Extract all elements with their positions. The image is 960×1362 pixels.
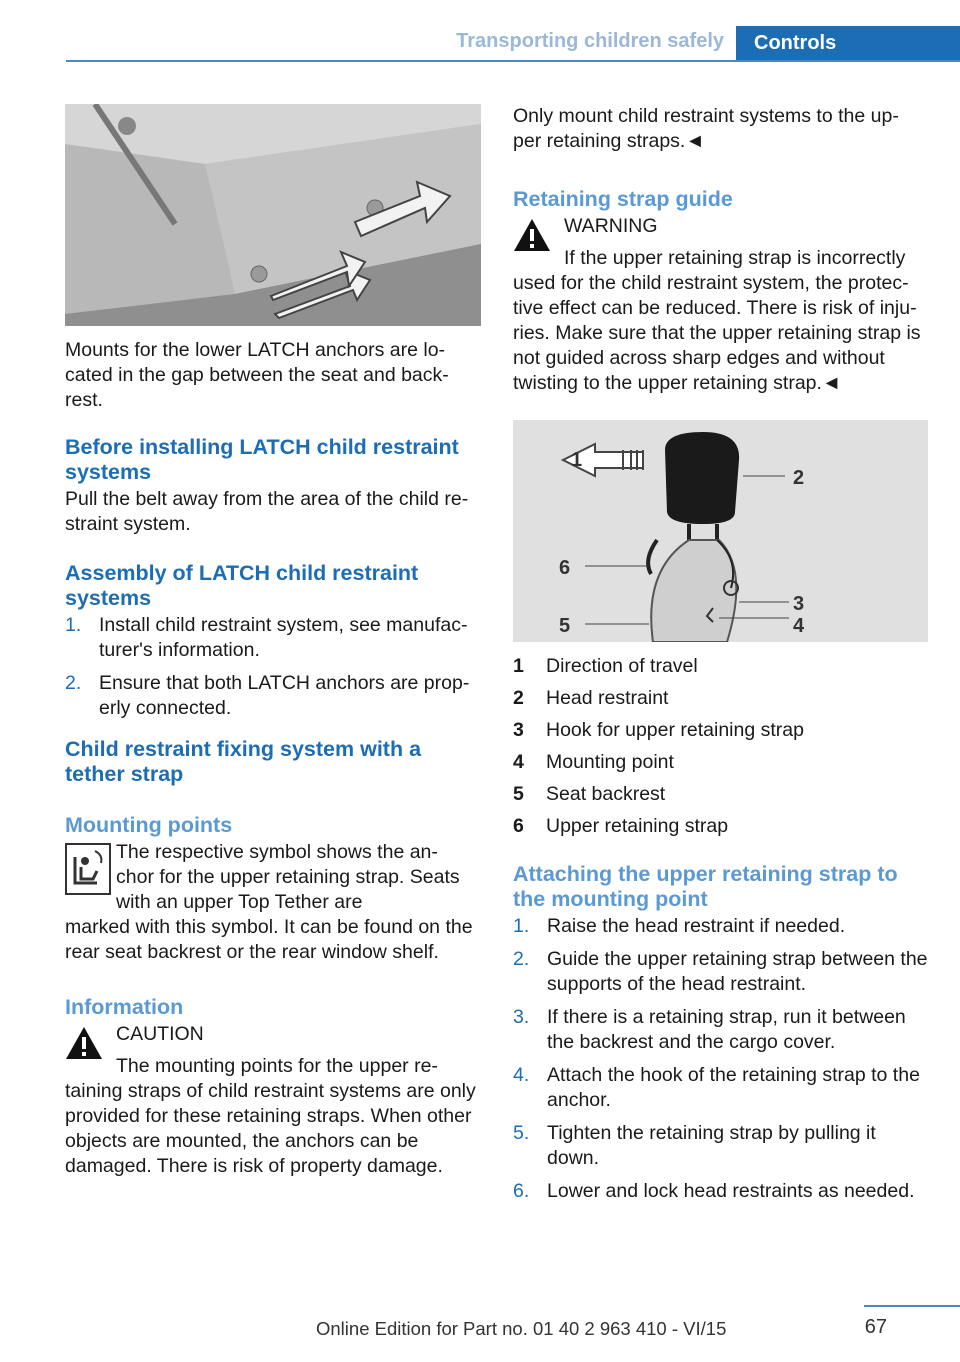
head-restraint-illustration xyxy=(513,420,928,642)
left-column xyxy=(65,104,481,1179)
seat-backrest-shape xyxy=(651,540,736,642)
tether-heading: Child restraint fixing system with a tether strap xyxy=(65,737,422,786)
edition-footer: Online Edition for Part no. 01 40 2 963 410 - VI/15 xyxy=(316,1318,727,1339)
before-installing-heading: Before installing LATCH child restraint systems xyxy=(65,435,459,484)
chapter-tab: Controls xyxy=(736,26,960,62)
intro-text: Only mount child restraint systems to the up- per retaining straps.◄ xyxy=(513,105,899,152)
warning-triangle-icon xyxy=(513,218,551,252)
top-tether-symbol-icon xyxy=(65,843,111,895)
assembly-heading: Assembly of LATCH child restraint systems xyxy=(65,561,419,610)
warning-block xyxy=(513,214,929,396)
caution-block xyxy=(65,1022,481,1179)
photo-caption: Mounts for the lower LATCH anchors are lo- cated in the gap between the seat and back- rest. xyxy=(65,339,449,411)
information-heading: Information xyxy=(65,995,184,1019)
footer-rule xyxy=(864,1305,960,1307)
diagram-legend xyxy=(513,650,929,842)
page-number: 67 xyxy=(864,1316,887,1338)
diagram-label-4: 4 xyxy=(793,615,805,637)
diagram-label-5: 5 xyxy=(559,615,571,637)
list-item: 1. Install child restraint system, see manufac- turer's information. xyxy=(65,614,468,661)
mounting-points-text: marked with this symbol. It can be found on the rear seat backrest or the rear window shelf. xyxy=(65,916,473,963)
warning-text-indented: If the upper retaining strap is incorrectly xyxy=(564,247,906,269)
legend-item: 1 Direction of travel xyxy=(513,655,698,677)
legend-item: 6 Upper retaining strap xyxy=(513,815,729,837)
legend-item: 4 Mounting point xyxy=(513,751,674,773)
before-installing-text: Pull the belt away from the area of the child re- straint system. xyxy=(65,488,469,535)
diagram-label-3: 3 xyxy=(793,593,805,615)
legend-item: 5 Seat backrest xyxy=(513,783,666,805)
warning-label: WARNING xyxy=(564,215,658,237)
assembly-steps xyxy=(65,613,481,721)
diagram-label-2: 2 xyxy=(793,467,805,489)
latch-anchor-photo xyxy=(65,104,481,326)
head-restraint-diagram xyxy=(513,420,928,642)
right-column xyxy=(513,104,929,1212)
list-item: 3. If there is a retaining strap, run it between the backrest and the cargo cover. xyxy=(513,1006,906,1053)
diagram-label-1: 1 xyxy=(571,449,583,471)
list-item: 4. Attach the hook of the retaining strap to the anchor. xyxy=(513,1064,920,1111)
attach-steps xyxy=(513,914,929,1204)
list-item: 5. Tighten the retaining strap by pulling it down. xyxy=(513,1122,876,1169)
legend-item: 2 Head restraint xyxy=(513,687,669,709)
mounting-points-text-indented: The respective symbol shows the an- chor for the upper retaining strap. Seats with an upper Top Tether are xyxy=(116,841,460,913)
list-item: 1. Raise the head restraint if needed. xyxy=(513,915,846,937)
list-item: 2. Guide the upper retaining strap between the supports of the head restraint. xyxy=(513,948,928,995)
caution-label: CAUTION xyxy=(116,1023,204,1045)
caution-text: taining straps of child restraint systems are only provided for these retaining straps. When other objects are mounted, the anchors can be damaged. There is risk of property damage. xyxy=(65,1080,476,1177)
list-item: 6. Lower and lock head restraints as needed. xyxy=(513,1180,915,1202)
header-rule xyxy=(66,60,960,62)
seat-photo-illustration xyxy=(65,104,481,326)
mounting-points-block xyxy=(65,840,481,965)
page-header xyxy=(66,26,960,62)
legend-item: 3 Hook for upper retaining strap xyxy=(513,719,804,741)
caution-triangle-icon xyxy=(65,1026,103,1060)
warning-text: used for the child restraint system, the protec- tive effect can be reduced. There is risk of inju- ries. Make sure that the upper retaining strap is not guided across sharp edges and without twisting to the upper retaining strap.◄ xyxy=(513,272,921,394)
diagram-label-6: 6 xyxy=(559,557,571,579)
strap-guide-heading: Retaining strap guide xyxy=(513,187,733,211)
mounting-points-heading: Mounting points xyxy=(65,813,233,837)
caution-text-indented: The mounting points for the upper re- xyxy=(116,1055,438,1077)
list-item: 2. Ensure that both LATCH anchors are prop- erly connected. xyxy=(65,672,470,719)
head-restraint-shape xyxy=(665,432,739,524)
attach-strap-heading: Attaching the upper retaining strap to the mounting point xyxy=(513,862,898,911)
section-title: Transporting children safely xyxy=(456,30,724,52)
